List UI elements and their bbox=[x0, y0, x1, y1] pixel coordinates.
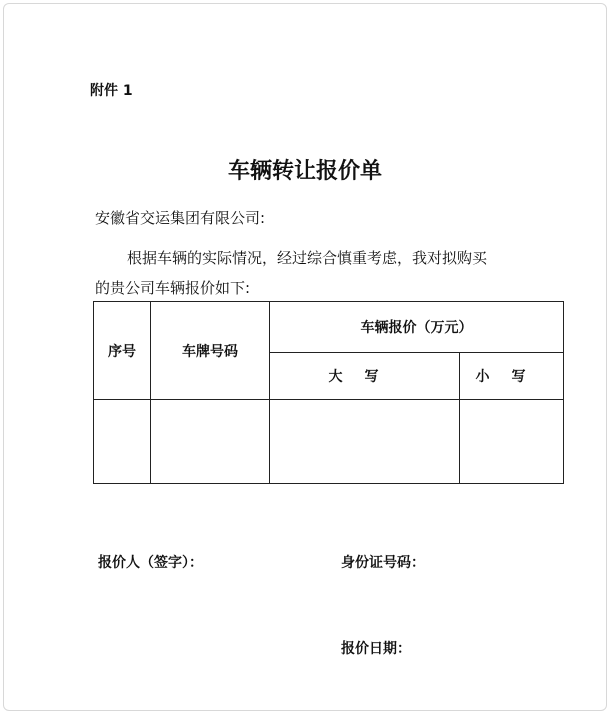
header-plate-no: 车牌号码 bbox=[151, 302, 270, 400]
cell-uppercase[interactable] bbox=[270, 400, 460, 484]
table-row bbox=[94, 400, 564, 484]
header-serial-no: 序号 bbox=[94, 302, 151, 400]
document-page bbox=[3, 3, 607, 711]
document-title: 车辆转让报价单 bbox=[227, 158, 382, 184]
quote-table bbox=[93, 301, 564, 484]
header-lowercase: 小写 bbox=[460, 353, 564, 400]
header-quote: 车辆报价（万元） bbox=[270, 302, 564, 353]
header-uppercase: 大写 bbox=[270, 353, 460, 400]
id-number-label: 身份证号码： bbox=[341, 555, 425, 571]
cell-plate-no[interactable] bbox=[151, 400, 270, 484]
cell-lowercase[interactable] bbox=[460, 400, 564, 484]
paragraph-line-1: 根据车辆的实际情况，经过综合慎重考虑，我对拟购买 bbox=[127, 249, 488, 267]
quote-date-label: 报价日期： bbox=[341, 641, 411, 657]
attachment-label: 附件 1 bbox=[90, 83, 133, 99]
paragraph-line-2: 的贵公司车辆报价如下: bbox=[95, 279, 251, 297]
signer-label: 报价人（签字）： bbox=[98, 555, 203, 571]
cell-serial-no[interactable] bbox=[94, 400, 151, 484]
addressee: 安徽省交运集团有限公司: bbox=[95, 209, 266, 227]
